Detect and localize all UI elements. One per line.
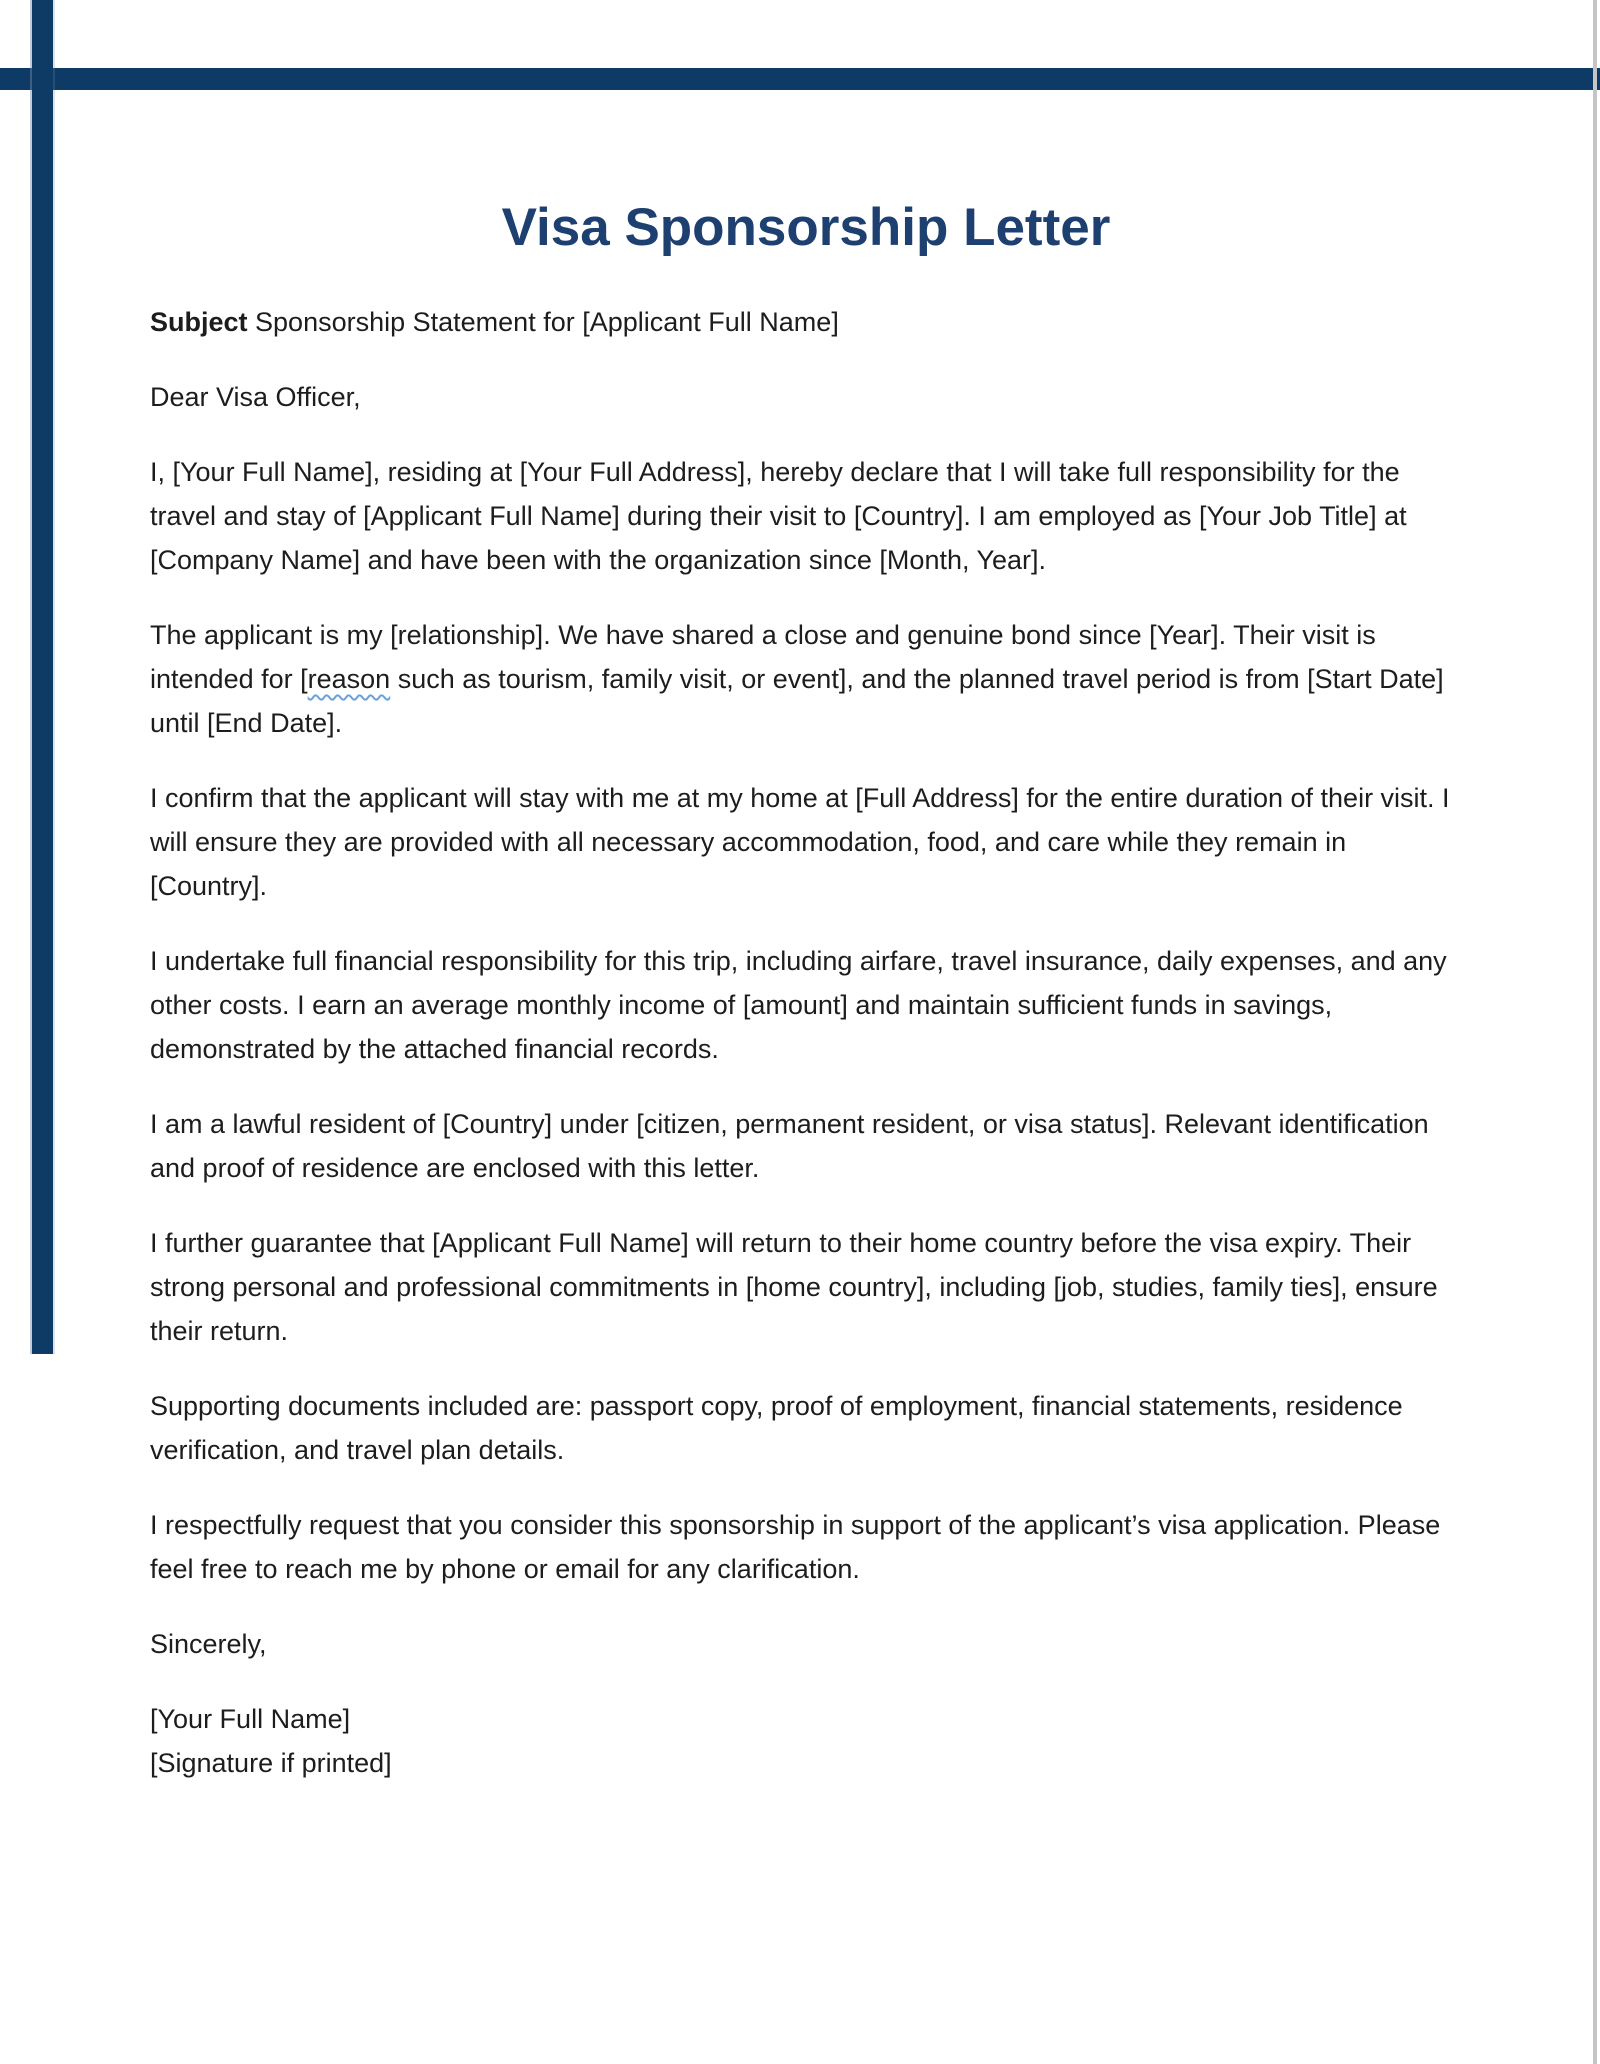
paragraph-relationship (150, 613, 1462, 745)
closing-word: Sincerely, (150, 1629, 267, 1659)
salutation: Dear Visa Officer, (150, 382, 361, 412)
page-title: Visa Sponsorship Letter (501, 198, 1111, 257)
decorative-left-bar (32, 0, 53, 1354)
paragraph-return-guarantee: I further guarantee that [Applicant Full Name] will return to their home country before the visa expiry. Their strong personal and professional commitments in [home country], including [job, studies, family ties], ensure their return. (150, 1228, 1438, 1346)
paragraph-relationship-after: such as tourism, family visit, or event], and the planned travel period is from [Start Date] until [End Date]. (150, 664, 1444, 738)
paragraph-documents: Supporting documents included are: passport copy, proof of employment, financial statements, residence verification, and travel plan details. (150, 1391, 1403, 1465)
spellcheck-flagged-word: reason (307, 664, 391, 694)
subject-label: Subject (150, 307, 248, 337)
subject-text: Sponsorship Statement for [Applicant Full Name] (247, 307, 839, 337)
paragraph-closing-request: I respectfully request that you consider this sponsorship in support of the applicant’s visa application. Please feel free to reach me by phone or email for any clarification. (150, 1510, 1441, 1584)
signature-name-placeholder: [Your Full Name] (150, 1704, 351, 1734)
page-right-edge-line (1593, 0, 1597, 2064)
letter-content (150, 0, 1462, 1816)
paragraph-accommodation: I confirm that the applicant will stay with me at my home at [Full Address] for the entire duration of their visit. I will ensure they are provided with all necessary accommodation, food, and care while they remain in [Country]. (150, 783, 1450, 901)
paragraph-financial: I undertake full financial responsibility for this trip, including airfare, travel insurance, daily expenses, and any other costs. I earn an average monthly income of [amount] and maintain sufficient funds in savings, demonstrated by the attached financial records. (150, 946, 1447, 1064)
signature-signature-placeholder: [Signature if printed] (150, 1748, 392, 1778)
signature-block (150, 1697, 1462, 1785)
subject-line (150, 300, 1462, 344)
paragraph-intro: I, [Your Full Name], residing at [Your Full Address], hereby declare that I will take full responsibility for the travel and stay of [Applicant Full Name] during their visit to [Country]. I am employed as [Your Job Title] at [Company Name] and have been with the organization since [Month, Year]. (150, 457, 1407, 575)
paragraph-residency: I am a lawful resident of [Country] under [citizen, permanent resident, or visa status]. Relevant identification and proof of residence are enclosed with this letter. (150, 1109, 1429, 1183)
paragraph-relationship-before: The applicant is my [relationship]. We have shared a close and genuine bond since [Year]. Their visit is intended for [ (150, 620, 1376, 694)
